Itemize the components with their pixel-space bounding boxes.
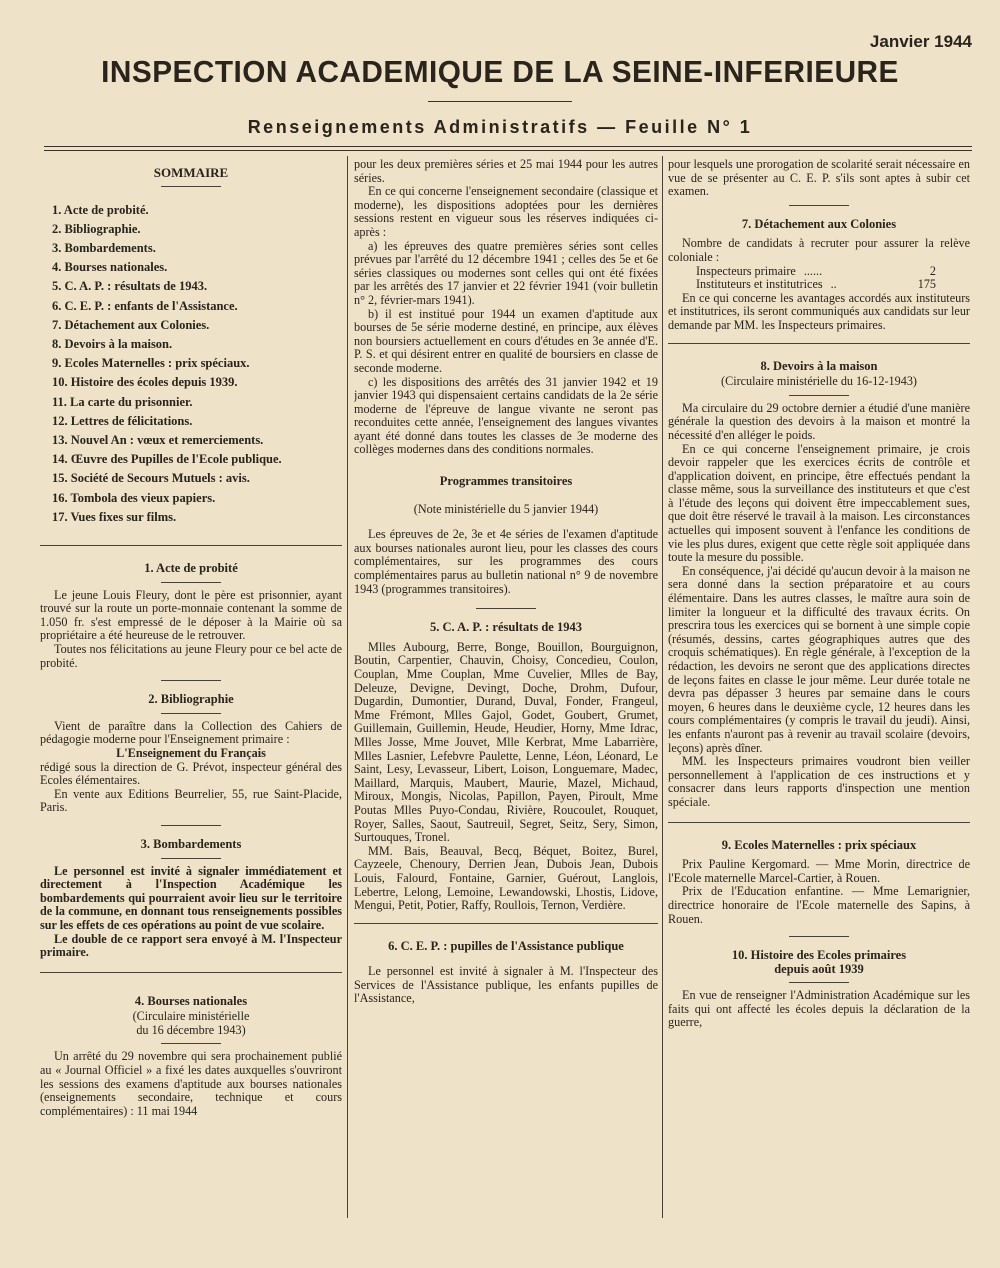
paragraph: Vient de paraître dans la Collection des Cahiers de pédagogie moderne pour l'Enseignement primaire : — [40, 718, 342, 747]
title-rule — [428, 101, 572, 102]
toc-item: 4. Bourses nationales. — [52, 260, 168, 275]
toc-item: 6. C. E. P. : enfants de l'Assistance. — [52, 298, 238, 313]
section-title-programmes-transitoires: Programmes transitoires — [439, 474, 573, 489]
section-rule — [161, 825, 221, 826]
section-rule — [789, 982, 849, 983]
column-divider-2 — [662, 156, 663, 1218]
header-double-rule — [44, 146, 972, 151]
toc-item: 7. Détachement aux Colonies. — [52, 317, 210, 332]
sommaire-rule — [161, 186, 221, 187]
toc-item: 9. Ecoles Maternelles : prix spéciaux. — [52, 356, 250, 371]
issue-date: Janvier 1944 — [869, 32, 972, 51]
section-title-bourses-nationales: 4. Bourses nationales — [134, 993, 248, 1008]
section-title-bibliographie: 2. Bibliographie — [148, 692, 234, 707]
section-rule — [789, 205, 849, 206]
paragraph: Nombre de candidats à recruter pour assurer la relève coloniale : — [668, 236, 970, 264]
section-rule — [40, 545, 342, 546]
toc-item: 2. Bibliographie. — [52, 221, 141, 236]
paragraph: En conséquence, j'ai décidé qu'aucun devoir à la maison ne sera donné dans la section préparatoire et au cours élémentaire. Dans les autres classes, le maître aura soin de limiter la longueur et la difficulté des travaux écrits. On prescrira tous les exercices qui se bornent à une simple copie (résumés, dessins, cartes géographiques autres que des croquis schématiques). En règle générale, à l'exception de la rédaction, les devoirs ne seront que des applications directes de leçons faites en classe le jour même. Leur durée totale ne devra pas dépasser 3 heures par semaine dans le cours moyen, 6 heures dans le deuxième cycle, 12 heures dans les cours complémentaires (y compris le travail du jeudi). Ainsi, les enfants n'auront pas à revenir au travail scolaire (devoirs, leçons) après dîner. — [668, 563, 970, 755]
section-rule — [161, 680, 221, 681]
column-divider-1 — [347, 156, 348, 1218]
toc-item: 14. Œuvre des Pupilles de l'Ecole publique. — [52, 452, 282, 467]
section-rule — [789, 395, 849, 396]
paragraph: a) les épreuves des quatre premières séries sont celles prévues par l'arrêté du 12 décembre 1941 ; celles des 5e et 6e séries classiques ou modernes sont celles qui ont été fixées par les arrêtés des 17 janvier et 22 février 1941 (voir bulletin n° 2, février-mars 1941). — [354, 238, 658, 307]
row-label: Inspecteurs primaire — [696, 263, 796, 278]
paragraph: Prix Pauline Kergomard. — Mme Morin, directrice de l'Ecole maternelle Marcel-Cartier, à Rouen. — [668, 857, 970, 885]
paragraph: Le personnel est invité à signaler à M. l'Inspecteur des Services de l'Assistance publique, les enfants pupilles de l'Assistance, — [354, 964, 658, 1006]
section-title-bombardements: 3. Bombardements — [140, 836, 242, 851]
table-row — [668, 278, 970, 292]
section-title-histoire-ecoles: 10. Histoire des Ecoles primaires — [731, 948, 907, 963]
section-title-cep: 6. C. E. P. : pupilles de l'Assistance publique — [388, 938, 624, 953]
paragraph: c) les dispositions des arrêtés des 31 janvier 1942 et 19 janvier 1943 qui dispensaient certains candidats de la 2e série moderne de l'épreuve de langue vivante ne seront pas reconduites cette année, l'enseignement des langues vivantes ayant été donné dans toutes les classes de 3e moderne des collèges modernes dans des conditions normales. — [354, 374, 658, 457]
section-rule — [161, 713, 221, 714]
table-row — [668, 265, 970, 279]
row-value: 175 — [917, 277, 936, 292]
row-label: Instituteurs et institutrices — [696, 277, 823, 292]
sommaire-title: SOMMAIRE — [153, 165, 229, 180]
paragraph: Le double de ce rapport sera envoyé à M. l'Inspecteur primaire. — [40, 931, 342, 960]
toc-item: 12. Lettres de félicitations. — [52, 413, 193, 428]
paragraph: pour les deux premières séries et 25 mai 1944 pour les autres séries. — [354, 158, 658, 185]
section-rule — [354, 923, 658, 924]
paragraph: En vente aux Editions Beurrelier, 55, rue Saint-Placide, Paris. — [40, 786, 342, 815]
paragraph: rédigé sous la direction de G. Prévot, inspecteur général des Ecoles élémentaires. — [40, 759, 342, 788]
toc-item: 17. Vues fixes sur films. — [52, 509, 177, 524]
section-subtitle: (Circulaire ministérielle — [132, 1009, 250, 1024]
paragraph: b) il est institué pour 1944 un examen d'aptitude aux bourses de 5e série moderne destiné, en principe, aux élèves non boursiers actuellement en cours d'études en 3e année d'E. P. S. et qui désirent entrer en qualité de boursiers en classe de seconde moderne. — [354, 306, 658, 375]
paragraph: Le personnel est invité à signaler immédiatement et directement à l'Inspection Académique les bombardements qui pourraient avoir lieu sur le territoire de la commune, en donnant tous renseignements possibles sur les effets de ces opérations au point de vue scolaire. — [40, 863, 342, 932]
toc-item: 1. Acte de probité. — [52, 202, 149, 217]
toc-item: 8. Devoirs à la maison. — [52, 337, 173, 352]
toc-item: 16. Tombola des vieux papiers. — [52, 490, 216, 505]
paragraph: En ce qui concerne l'enseignement secondaire (classique et moderne), les dispositions adoptées pour les dernières sessions restent en vigueur sous les réserves indiquées ci-après : — [354, 184, 658, 239]
section-rule — [161, 1043, 221, 1044]
row-dots: .. — [830, 277, 837, 292]
subtitle: Renseignements Administratifs — Feuille N° 1 — [247, 117, 753, 137]
toc-item: 11. La carte du prisonnier. — [52, 394, 193, 409]
section-rule — [668, 343, 970, 344]
section-rule — [789, 936, 849, 937]
section-subtitle: (Note ministérielle du 5 janvier 1944) — [413, 501, 599, 516]
row-dots: ...... — [803, 263, 823, 278]
paragraph: Les épreuves de 2e, 3e et 4e séries de l'examen d'aptitude aux bourses nationales auront lieu, pour les classes des cours complémentaires, sur les programmes des cours complémentaires parus au bulletin national n° 9 de novembre 1943 (programmes transitoires). — [354, 527, 658, 596]
section-subtitle: du 16 décembre 1943) — [136, 1022, 246, 1037]
section-subtitle: (Circulaire ministérielle du 16-12-1943) — [721, 374, 917, 389]
section-title-detachement: 7. Détachement aux Colonies — [741, 216, 897, 231]
paragraph: En ce qui concerne l'enseignement primaire, je crois devoir rappeler que les exercices écrits de contrôle et d'application doivent, en principe, être effectués pendant la classe même, sous la surveillance des instituteurs et que c'est à l'étude des leçons qui doivent être impeccablement sues, que doit être réservé le travail à la maison. Les circonstances actuelles qui imposent souvent à l'enfance les conditions de vie les plus dures, exigent que cette règle soit appliquée dans toute la mesure du possible. — [668, 441, 970, 565]
section-title-devoirs: 8. Devoirs à la maison — [760, 358, 878, 373]
toc-item: 10. Histoire des écoles depuis 1939. — [52, 375, 238, 390]
row-value: 2 — [929, 263, 936, 278]
main-title: INSPECTION ACADEMIQUE DE LA SEINE-INFERIEURE — [101, 54, 899, 89]
section-rule — [161, 858, 221, 859]
section-title-cap: 5. C. A. P. : résultats de 1943 — [430, 620, 582, 635]
paragraph: Un arrêté du 29 novembre qui sera prochainement publié au « Journal Officiel » a fixé les dates auxquelles s'ouvriront les sessions des examens d'aptitude aux bourses nationales (enseignements secondaire, technique et cours complémentaires) : 11 mai 1944 — [40, 1049, 342, 1118]
column-2 — [354, 158, 658, 1258]
paragraph: pour lesquels une prorogation de scolarité serait nécessaire en vue de se présenter au C. E. P. s'ils sont aptes à subir cet examen. — [668, 158, 970, 199]
column-1 — [40, 158, 342, 1258]
column-3 — [668, 158, 970, 1258]
toc-item: 15. Société de Secours Mutuels : avis. — [52, 471, 250, 486]
paragraph: Mlles Aubourg, Berre, Bonge, Bouillon, Bourguignon, Boutin, Carpentier, Chauvin, Choisy, Concedieu, Coulon, Couplan, Mme Couplan, Mme Cuvelier, Mlles de Bay, Deleuze, Devigne, Devingt, Doche, Drohm, Dufour, Dugardin, Dumontier, Durand, Duval, Fonder, Frangeul, Mme Frémont, Mlles Gajol, Godet, Goubert, Grumet, Guillemain, Guillemin, Heude, Heudier, Horny, Mme Idrac, Mlles Josse, Mme Jouvet, Mlle Kerbrat, Mme Labarrière, Mlles Lasnier, Lefebvre Paulette, Lenne, Léon, Léonard, Le Saint, Lesy, Levasseur, Libert, Loison, Longuemare, Madec, Maillard, Marquis, Maubert, Maurie, Mazel, Michaud, Miroux, Mongis, Nicolas, Papillon, Payen, Piroult, Mme Poutas Mlles Puyo-Condau, Rivière, Roucoulet, Rouquet, Royer, Salles, Saout, Sautreuil, Segret, Seitz, Sery, Simon, Surtouques, Tronel. — [354, 639, 658, 845]
section-title-acte-probite: 1. Acte de probité — [144, 561, 238, 576]
toc-item: 5. C. A. P. : résultats de 1943. — [52, 279, 208, 294]
sommaire-list — [40, 201, 342, 527]
section-rule — [668, 822, 970, 823]
section-title-ecoles-maternelles: 9. Ecoles Maternelles : prix spéciaux — [721, 837, 917, 852]
section-rule — [40, 972, 342, 973]
paragraph: MM. les Inspecteurs primaires voudront bien veiller personnellement à l'application de ces instructions et y consacrer dans leurs rapports d'inspection une mention spéciale. — [668, 754, 970, 809]
section-title-histoire-ecoles-line2: depuis août 1939 — [774, 961, 864, 976]
paragraph: Toutes nos félicitations au jeune Fleury pour ce bel acte de probité. — [40, 642, 342, 670]
section-rule — [161, 582, 221, 583]
paragraph: En ce qui concerne les avantages accordés aux instituteurs et institutrices, ils seront communiqués aux candidats sur leur demande par MM. les Inspecteurs primaires. — [668, 290, 970, 332]
toc-item: 13. Nouvel An : vœux et remerciements. — [52, 433, 264, 448]
paragraph: Prix de l'Education enfantine. — Mme Lemarignier, directrice honoraire de l'Ecole maternelle des Sapins, à Rouen. — [668, 884, 970, 926]
paragraph: MM. Bais, Beauval, Becq, Béquet, Boitez, Burel, Cayzeele, Chenoury, Derrien Jean, Dubois Jean, Dubois Louis, Falourd, Fontaine, Garnier, Guérout, Langlois, Lebertre, Lelong, Lemoine, Lewandowski, Lhostis, Lidove, Mengui, Petit, Potier, Raffy, Roullois, Ternon, Verdière. — [354, 843, 658, 913]
paragraph: En vue de renseigner l'Administration Académique sur les faits qui ont affecté les écoles depuis la déclaration de la guerre, — [668, 988, 970, 1030]
toc-item: 3. Bombardements. — [52, 241, 156, 255]
paragraph: Le jeune Louis Fleury, dont le père est prisonnier, ayant trouvé sur la route un porte-monnaie contenant la somme de 1.050 fr. s'est empressé de le déposer à la Mairie où sa propriétaire a été heureuse de le retrouver. — [40, 587, 342, 643]
paragraph: Ma circulaire du 29 octobre dernier a étudié d'une manière générale la question des devoirs à la maison et montré la nécessité d'en alléger le poids. — [668, 400, 970, 442]
book-title: L'Enseignement du Français — [116, 745, 266, 760]
section-rule — [476, 608, 536, 609]
